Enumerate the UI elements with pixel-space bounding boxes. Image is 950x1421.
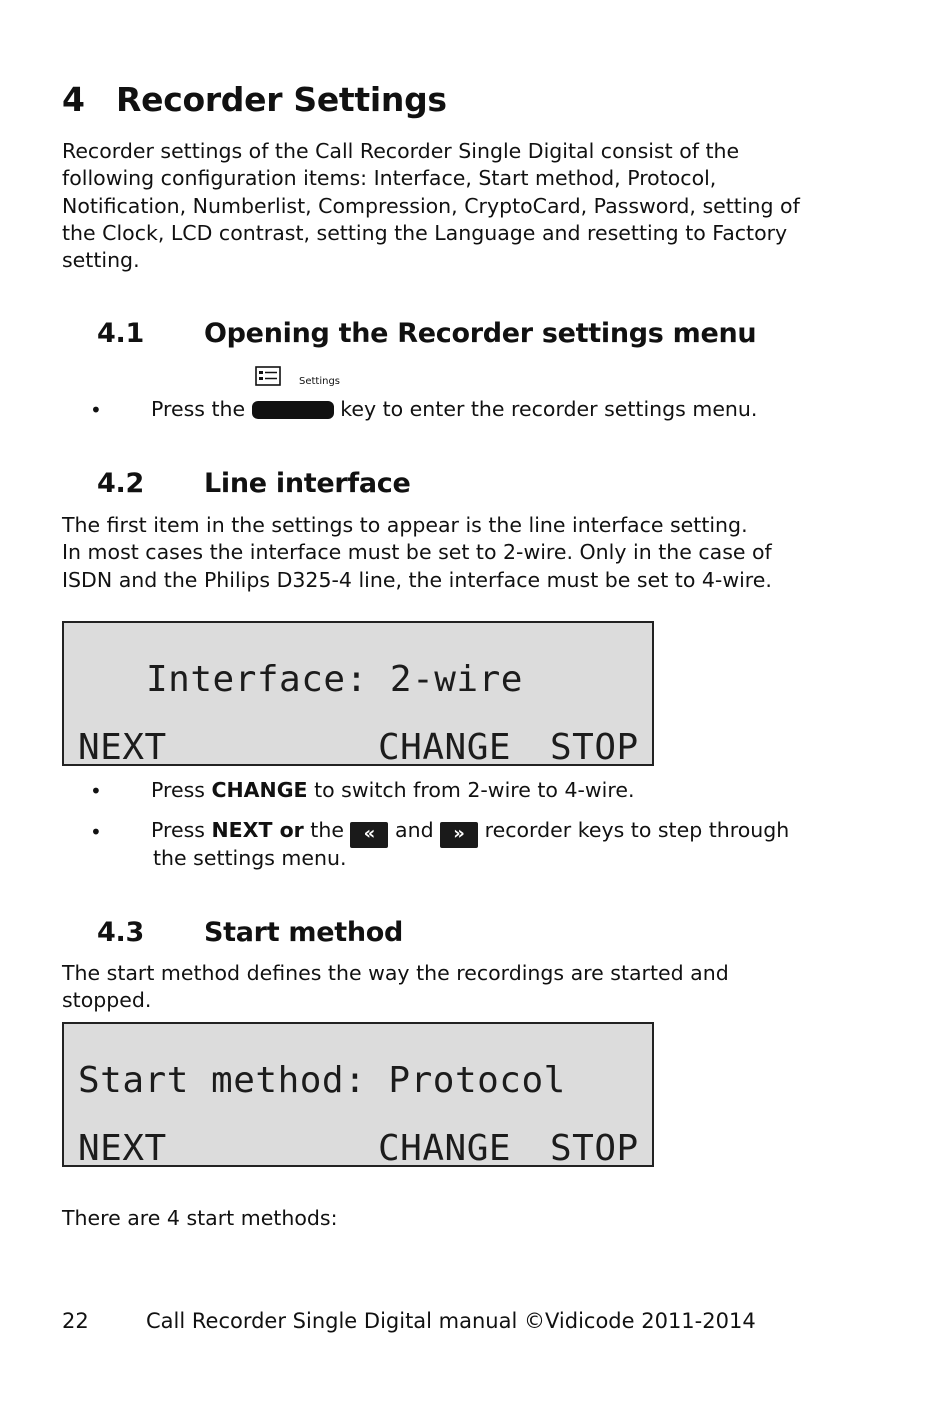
lcd-stop: STOP <box>550 727 639 768</box>
page-heading <box>62 80 447 119</box>
bullet-next-continuation: the settings menu. <box>153 846 347 870</box>
intro-line: the Clock, LCD contrast, setting the Language and resetting to Factory <box>62 220 788 245</box>
lcd-display-interface <box>62 621 654 766</box>
back-key-icon[interactable]: « <box>350 822 388 848</box>
paragraph-line: In most cases the interface must be set to 2-wire. Only in the case of <box>62 540 772 565</box>
heading-title: Recorder Settings <box>116 80 447 119</box>
settings-key-button[interactable] <box>252 401 334 419</box>
intro-line: Notification, Numberlist, Compression, CryptoCard, Password, setting of <box>62 193 800 218</box>
paragraph-line: stopped. <box>62 988 152 1013</box>
section-4-1-heading <box>97 318 857 354</box>
bullet-bold: NEXT or <box>211 818 304 842</box>
section-4-2-heading <box>97 468 857 504</box>
lcd-change: CHANGE <box>378 1128 512 1169</box>
settings-list-icon <box>255 366 281 388</box>
section-title: Line interface <box>204 468 411 499</box>
lcd-line1: Start method: Protocol <box>78 1060 566 1101</box>
bullet-bold: CHANGE <box>211 778 308 802</box>
bullet-dot: • <box>90 820 102 844</box>
lcd-change: CHANGE <box>378 727 512 768</box>
bullet-text: recorder keys to step through <box>484 818 790 842</box>
bullet-text: and <box>395 818 434 842</box>
start-methods-count: There are 4 start methods: <box>62 1206 338 1230</box>
lcd-next: NEXT <box>78 727 167 768</box>
bullet-settings-key <box>151 396 757 423</box>
bullet-text: the <box>310 818 344 842</box>
start-method-paragraph <box>62 960 882 1015</box>
settings-key-caption: Settings <box>299 376 341 387</box>
bullet-text: to switch from 2-wire to 4-wire. <box>314 778 635 802</box>
paragraph-line: The start method defines the way the recordings are started and <box>62 961 729 985</box>
bullet-text: key to enter the recorder settings menu. <box>340 397 758 421</box>
lcd-line1: Interface: 2-wire <box>146 659 523 700</box>
forward-key-icon[interactable]: » <box>440 822 478 848</box>
bullet-text: Press <box>151 818 205 842</box>
page-number: 22 <box>62 1309 89 1333</box>
section-number: 4.2 <box>97 468 144 499</box>
lcd-stop: STOP <box>550 1128 639 1169</box>
bullet-change <box>151 777 634 804</box>
section-number: 4.3 <box>97 917 144 948</box>
intro-line: following configuration items: Interface, Start method, Protocol, <box>62 166 717 191</box>
bullet-dot: • <box>90 779 102 803</box>
settings-key-label-group <box>255 366 355 390</box>
paragraph-line: ISDN and the Philips D325-4 line, the interface must be set to 4-wire. <box>62 567 772 592</box>
lcd-display-start-method <box>62 1022 654 1167</box>
bullet-text: Press the <box>151 397 246 421</box>
paragraph-line: The first item in the settings to appear is the line interface setting. <box>62 513 748 537</box>
intro-line: Recorder settings of the Call Recorder Single Digital consist of the <box>62 139 740 163</box>
intro-line: setting. <box>62 248 140 273</box>
footer-text: Call Recorder Single Digital manual ©Vidicode 2011-2014 <box>146 1309 756 1333</box>
section-4-3-heading <box>97 917 857 953</box>
section-number: 4.1 <box>97 318 144 349</box>
heading-number: 4 <box>62 80 85 119</box>
line-interface-paragraph <box>62 512 882 594</box>
lcd-next: NEXT <box>78 1128 167 1169</box>
bullet-text: Press <box>151 778 205 802</box>
section-title: Opening the Recorder settings menu <box>204 318 757 349</box>
intro-paragraph <box>62 138 862 274</box>
section-title: Start method <box>204 917 404 948</box>
bullet-dot: • <box>90 398 102 422</box>
bullet-next <box>151 817 789 848</box>
